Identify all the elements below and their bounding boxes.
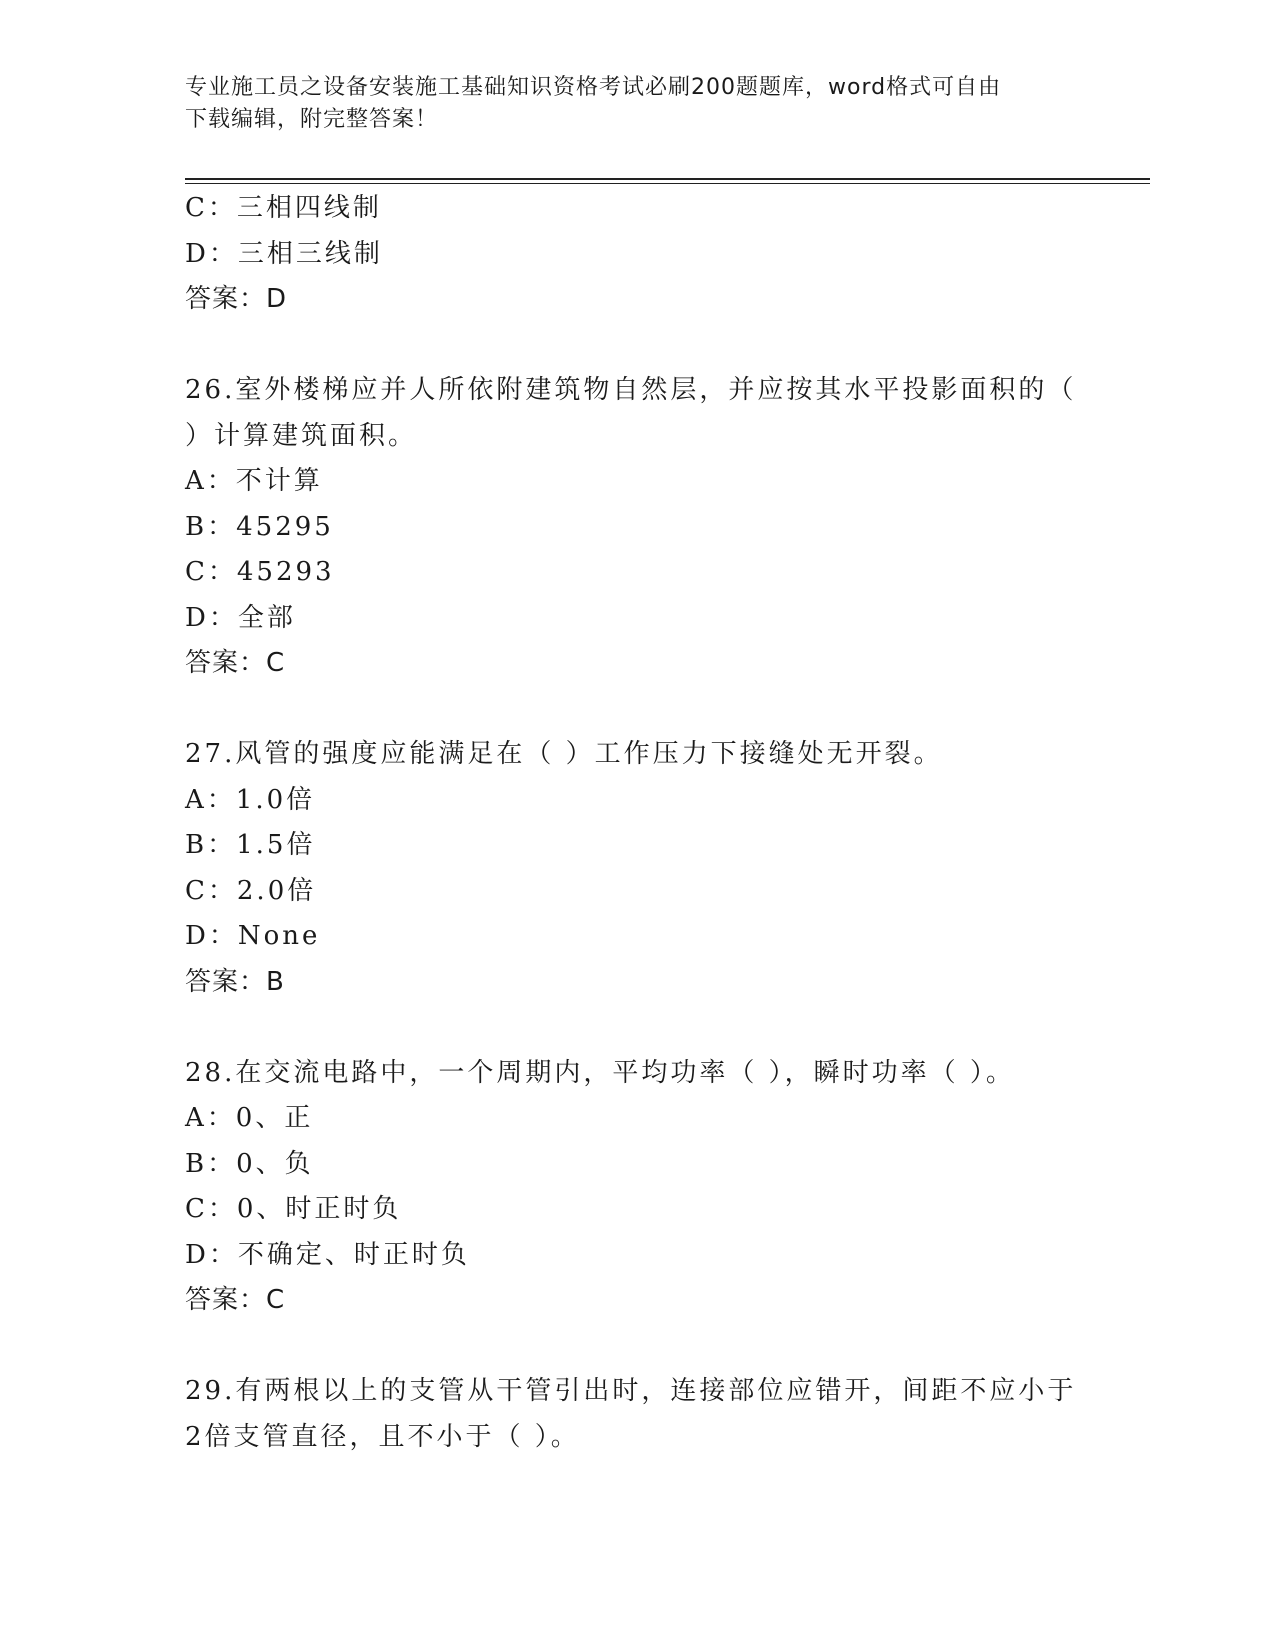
option-d: D：None — [185, 921, 321, 951]
option-c: C：0、时正时负 — [185, 1194, 402, 1224]
question-text-line: 2倍支管直径，且不小于（ ）。 — [185, 1421, 580, 1452]
answer-line: 答案：D — [185, 284, 288, 314]
header-line-1: 专业施工员之设备安装施工基础知识资格考试必刷200题题库，word格式可自由 — [185, 75, 1002, 100]
question-27 — [185, 732, 1085, 1005]
header-divider-thick — [185, 178, 1150, 180]
option-c: C：45293 — [185, 557, 335, 587]
question-text-line: 27.风管的强度应能满足在（ ）工作压力下接缝处无开裂。 — [185, 739, 943, 769]
option-a: A：不计算 — [185, 466, 323, 496]
option-d: D：三相三线制 — [185, 238, 383, 269]
option-c: C：2.0倍 — [185, 875, 317, 906]
question-text-line: 28.在交流电路中，一个周期内，平均功率（ ），瞬时功率（ ）。 — [185, 1057, 1015, 1088]
header-divider-thin — [185, 183, 1150, 184]
option-b: B：0、负 — [185, 1148, 314, 1179]
question-28 — [185, 1051, 1085, 1324]
option-a: A：1.0倍 — [185, 784, 316, 815]
question-25-continued — [185, 186, 1085, 323]
option-b: B：45295 — [185, 511, 334, 542]
option-c: C：三相四线制 — [185, 193, 382, 223]
question-29 — [185, 1369, 1085, 1460]
option-a: A：0、正 — [185, 1103, 314, 1133]
option-d: D：全部 — [185, 602, 296, 633]
question-text-line: ）计算建筑面积。 — [185, 420, 418, 451]
answer-line: 答案：B — [185, 966, 285, 997]
question-text-line: 29.有两根以上的支管从干管引出时，连接部位应错开，间距不应小于 — [185, 1376, 1077, 1406]
answer-line: 答案：C — [185, 1285, 286, 1315]
option-d: D：不确定、时正时负 — [185, 1239, 470, 1270]
answer-line: 答案：C — [185, 648, 286, 678]
question-text-line: 26.室外楼梯应并人所依附建筑物自然层，并应按其水平投影面积的（ — [185, 375, 1077, 405]
header-line-2: 下载编辑，附完整答案！ — [185, 107, 439, 132]
document-header — [185, 72, 1065, 136]
question-list — [185, 186, 1085, 1460]
option-b: B：1.5倍 — [185, 830, 316, 860]
question-26 — [185, 368, 1085, 687]
